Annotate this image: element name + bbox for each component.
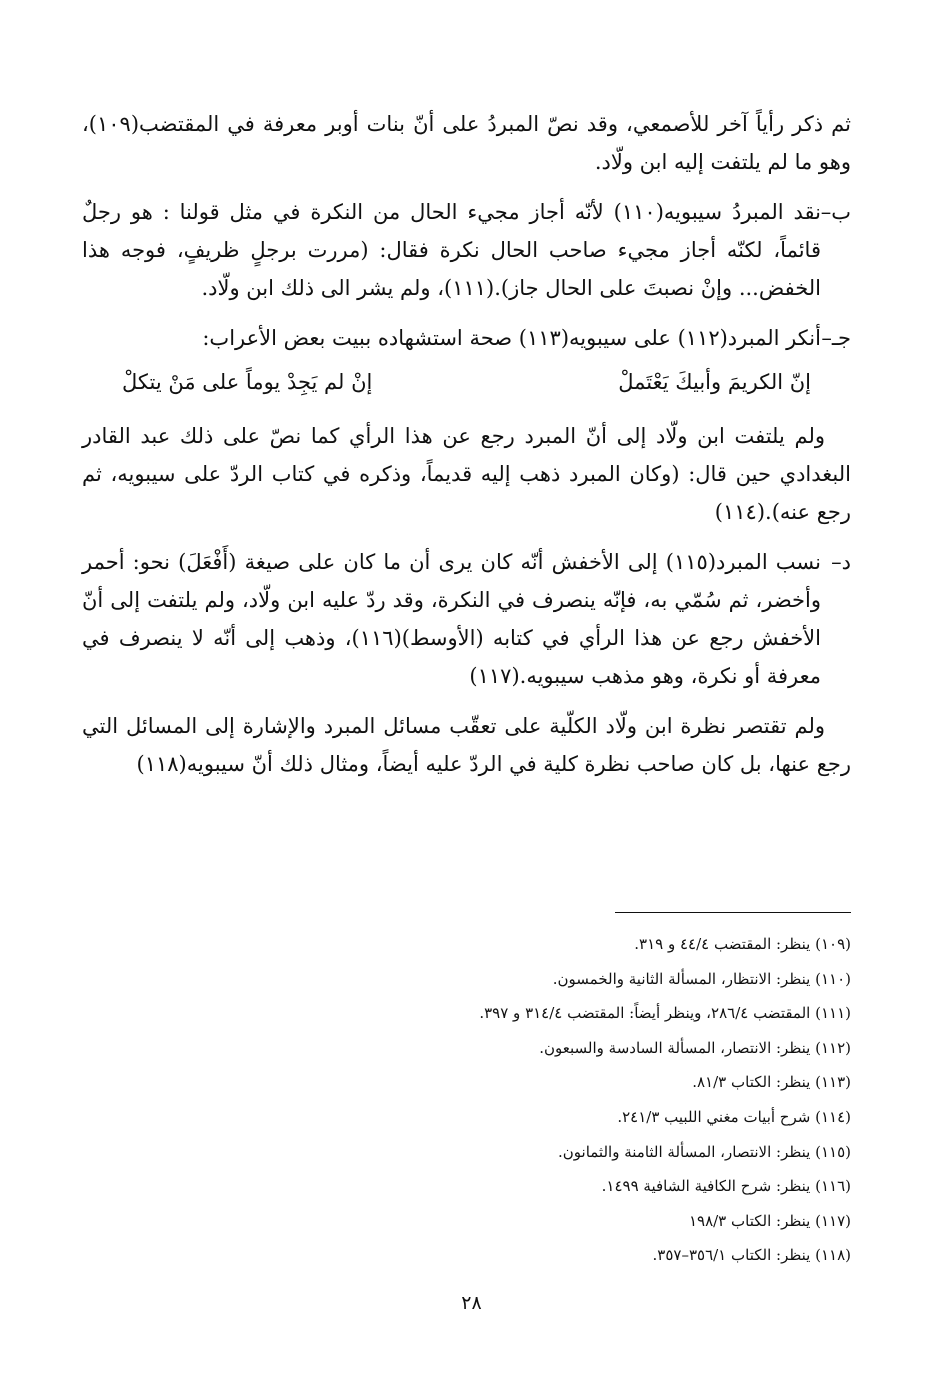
footnote-114: (١١٤) شرح أبيات مغني اللبيب ٢٤١/٣. <box>617 1107 851 1126</box>
item-marker: ب– <box>820 200 851 224</box>
item-text: نسب المبرد(١١٥) إلى الأخفش أنّه كان يرى أن ما كان على صيغة (أَفْعَلَ) نحو: أحمر وأخضر، ثم سُمّي به، فإنّه ينصرف في النكرة، وقد ردّ عليه ابن ولّاد، ولم يلتفت إلى أنّ الأخفش رجع عن هذا الرأي في كتابه (الأوسط)(١١٦)، وذهب إلى أنّه لا ينصرف في معرفة أو نكرة، وهو مذهب سيبويه.(١١٧) <box>82 550 821 688</box>
item-marker: د– <box>831 550 851 574</box>
closing-paragraph: ولم تقتصر نظرة ابن ولّاد الكلّية على تعقّب مسائل المبرد والإشارة إلى المسائل التي رجع عنها، بل كان صاحب نظرة كلية في الردّ عليه أيضاً، ومثال ذلك أنّ سيبويه(١١٨) <box>82 714 851 776</box>
main-text <box>82 105 851 795</box>
footnote-116: (١١٦) ينظر: شرح الكافية الشافية ١٤٩٩. <box>601 1177 851 1196</box>
footnote-111: (١١١) المقتضب ٢٨٦/٤، وينظر أيضاً: المقتضب ٣١٤/٤ و ٣٩٧. <box>479 1004 851 1023</box>
page-number: ٢٨ <box>461 1292 482 1314</box>
item-text: أنكر المبرد(١١٢) على سيبويه(١١٣) صحة استشهاده ببيت بعض الأعراب: <box>202 326 821 350</box>
verse-second-hemistich: إنْ لم يَجِدْ يوماً على مَنْ يتكلْ <box>122 370 373 394</box>
footnote-117: (١١٧) ينظر: الكتاب ١٩٨/٣ <box>688 1211 851 1230</box>
item-marker: جـ– <box>821 326 851 350</box>
verse-first-hemistich: إنّ الكريمَ وأبيكَ يَعْتَملْ <box>618 370 811 394</box>
footnote-110: (١١٠) ينظر: الانتظار، المسألة الثانية والخمسون. <box>552 969 851 988</box>
list-item-ba <box>82 193 851 307</box>
footnote-113: (١١٣) ينظر: الكتاب ٨١/٣. <box>692 1073 851 1092</box>
footnote-112: (١١٢) ينظر: الانتصار، المسألة السادسة والسبعون. <box>539 1038 851 1057</box>
footnotes-section <box>140 912 851 1273</box>
footnote-separator <box>615 912 851 913</box>
list-item-jim <box>82 319 851 357</box>
footnote-115: (١١٥) ينظر: الانتصار، المسألة الثامنة والثمانون. <box>557 1142 851 1161</box>
footnote-118: (١١٨) ينظر: الكتاب ٣٥٦/١–٣٥٧. <box>652 1246 851 1265</box>
list-item-dal <box>82 543 851 695</box>
footnote-109: (١٠٩) ينظر: المقتضب ٤٤/٤ و ٣١٩. <box>634 935 851 953</box>
paragraph-after-verse: ولم يلتفت ابن ولّاد إلى أنّ المبرد رجع عن هذا الرأي كما نصّ على ذلك عبد القادر البغدادي حين قال: (وكان المبرد ذهب إليه قديماً، وذكره في كتاب الردّ على سيبويه، ثم رجع عنه).(١١٤) <box>82 424 851 524</box>
poetry-verse <box>122 361 811 403</box>
intro-paragraph: ثم ذكر رأياً آخر للأصمعي، وقد نصّ المبردُ على أنّ بنات أوبر معرفة في المقتضب(١٠٩)، وهو ما لم يلتفت إليه ابن ولّاد. <box>82 112 851 174</box>
item-text: نقد المبردُ سيبويه(١١٠) لأنّه أجاز مجيء الحال من النكرة في مثل قولنا : هو رجلٌ قائماً، لكنّه أجاز مجيء صاحب الحال نكرة فقال: (مررت برجلٍ ظريفٍ، فوجه هذا الخفض... وإنْ نصبتَ على الحال جاز).(١١١)، ولم يشر الى ذلك ابن ولّاد. <box>82 200 821 300</box>
